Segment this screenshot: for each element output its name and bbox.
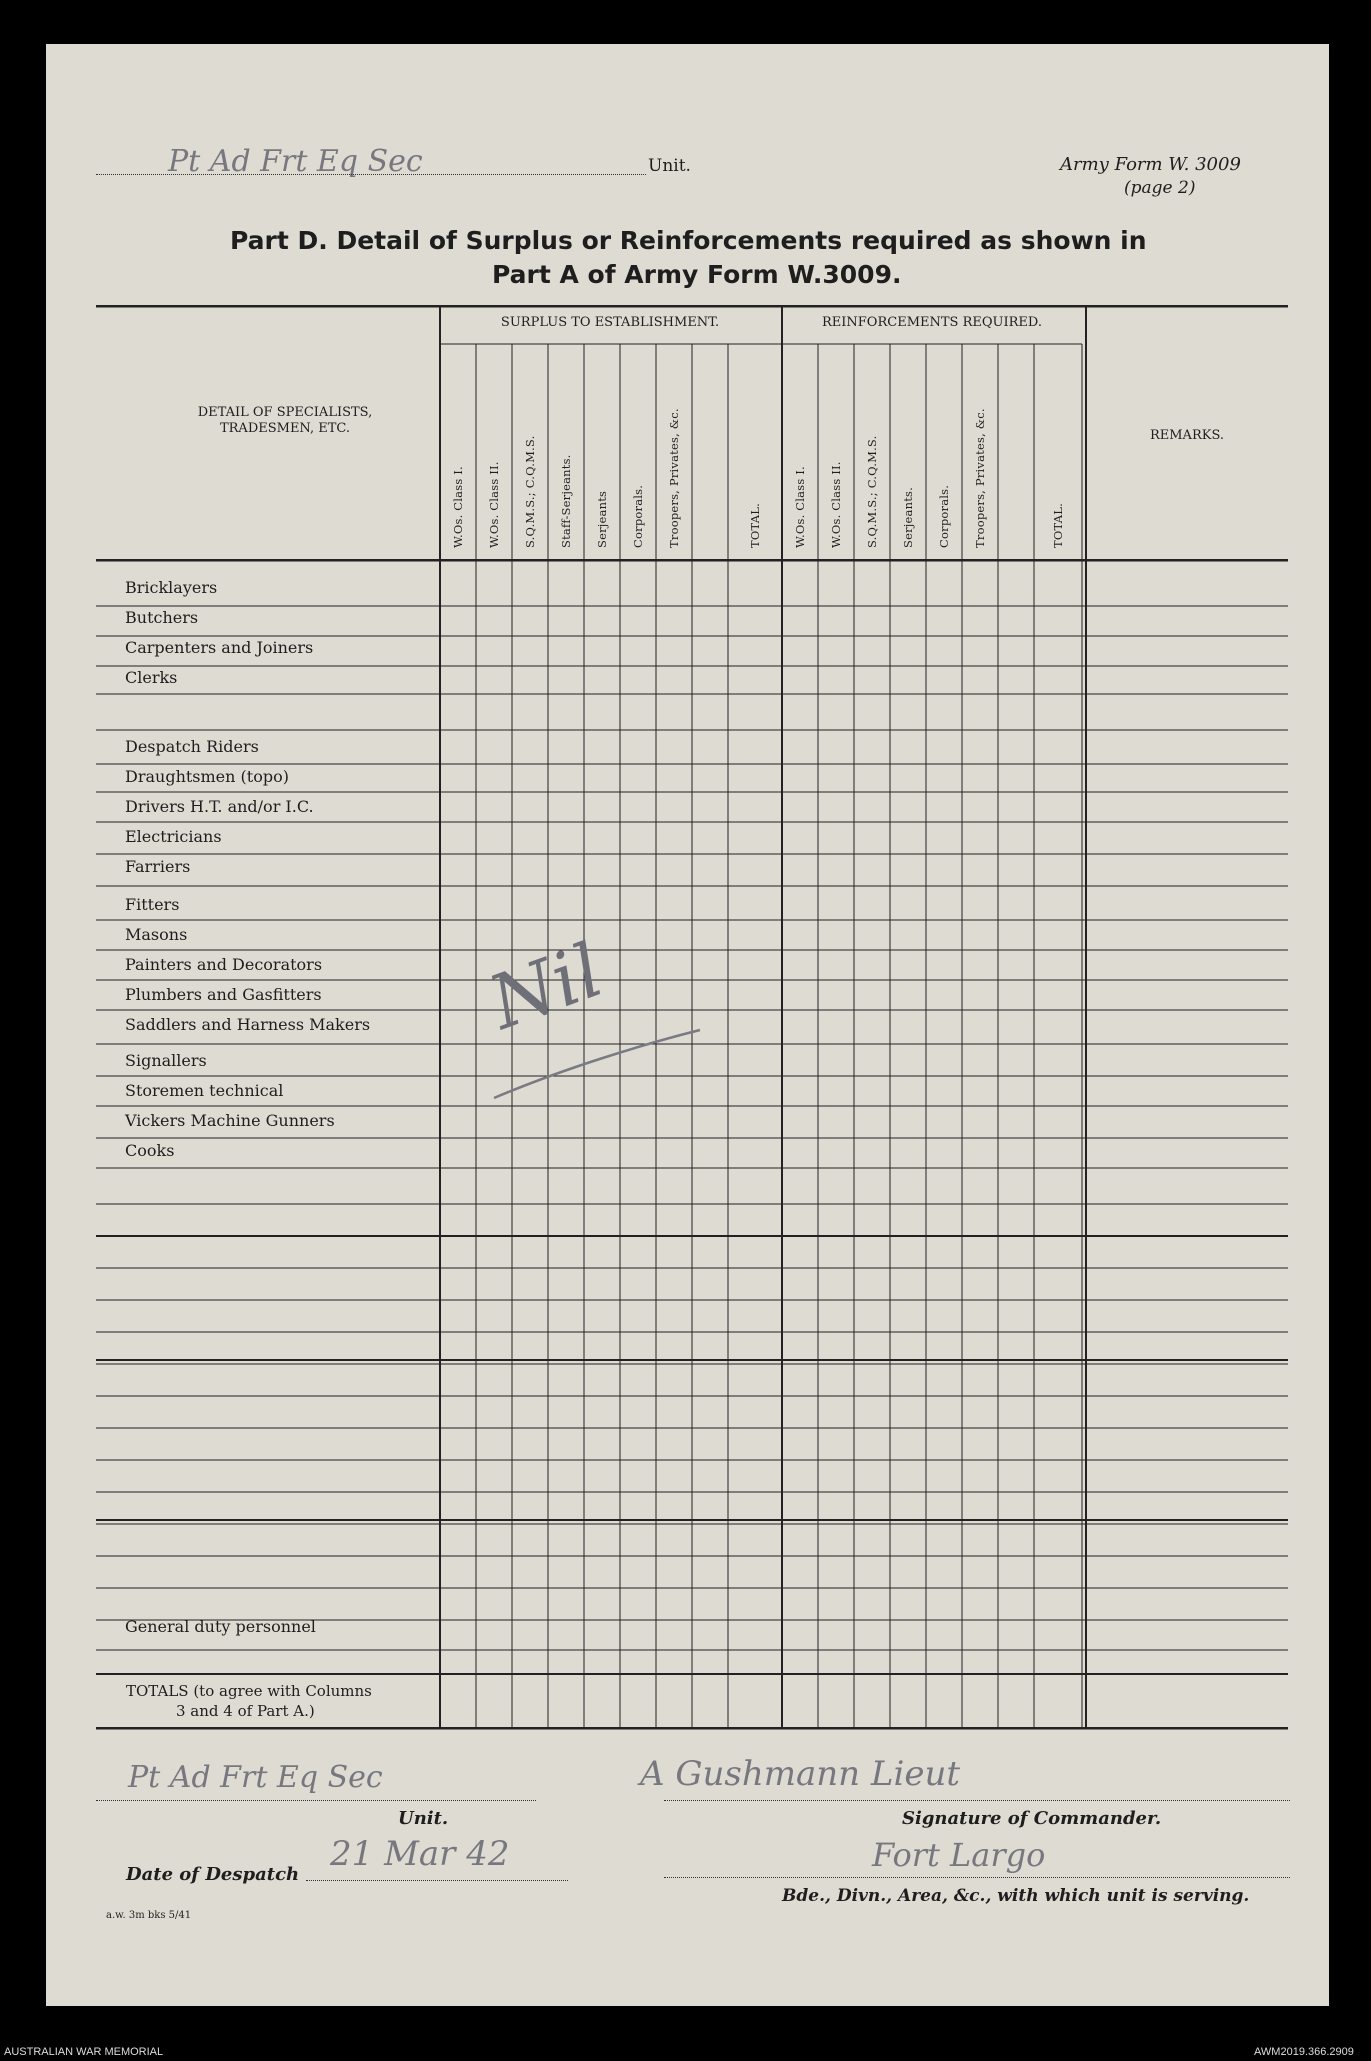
- surplus-column-label: S.Q.M.S.; C.Q.M.S.: [523, 435, 537, 548]
- area-line: [664, 1877, 1290, 1878]
- totals-label-line1: TOTALS (to agree with Columns: [126, 1682, 372, 1700]
- area-handwritten: Fort Largo: [872, 1836, 1046, 1874]
- signature-handwritten: A Gushmann Lieut: [640, 1754, 961, 1794]
- form-title-line2: Part A of Army Form W.3009.: [492, 260, 902, 289]
- caption-right: AWM2019.366.2909: [1254, 2046, 1354, 2058]
- surplus-column-label: Troopers, Privates, &c.: [667, 408, 681, 548]
- row-label: Drivers H.T. and/or I.C.: [125, 797, 314, 816]
- surplus-column-label: Staff-Serjeants.: [559, 454, 573, 548]
- reinforcement-column-label: W.Os. Class I.: [793, 466, 807, 548]
- nil-mark: Nil: [478, 927, 614, 1047]
- reinforcement-column-label: Troopers, Privates, &c.: [973, 408, 987, 548]
- totals-label-line2: 3 and 4 of Part A.): [176, 1702, 315, 1720]
- row-label: Painters and Decorators: [125, 955, 323, 974]
- reinforcement-column-label: Serjeants.: [901, 487, 915, 548]
- row-label: Plumbers and Gasfitters: [125, 985, 322, 1004]
- reinforcement-column-label: W.Os. Class II.: [829, 461, 843, 548]
- surplus-column-label: Corporals.: [631, 484, 645, 548]
- form-reference: Army Form W. 3009: [1060, 154, 1241, 175]
- signature-line: [664, 1800, 1290, 1801]
- footer-unit-label: Unit.: [398, 1808, 449, 1829]
- row-label: Draughtsmen (topo): [125, 767, 289, 786]
- date-handwritten: 21 Mar 42: [330, 1834, 510, 1874]
- footer-unit-handwritten: Pt Ad Frt Eq Sec: [128, 1760, 383, 1795]
- surplus-column-label: TOTAL.: [748, 503, 762, 548]
- form-title-line1: Part D. Detail of Surplus or Reinforcements required as shown in: [230, 226, 1147, 255]
- row-label: Electricians: [125, 827, 222, 846]
- reinforcements-header: REINFORCEMENTS REQUIRED.: [822, 315, 1042, 330]
- row-label: Carpenters and Joiners: [125, 638, 314, 657]
- surplus-column-label: W.Os. Class II.: [487, 461, 501, 548]
- remarks-header: REMARKS.: [1149, 428, 1225, 443]
- surplus-column-label: W.Os. Class I.: [451, 466, 465, 548]
- general-duty-label: General duty personnel: [125, 1617, 316, 1636]
- date-label: Date of Despatch: [126, 1864, 300, 1885]
- footer-unit-line: [96, 1800, 536, 1801]
- surplus-header: SURPLUS TO ESTABLISHMENT.: [500, 315, 720, 330]
- caption-left: AUSTRALIAN WAR MEMORIAL: [4, 2046, 164, 2058]
- area-label: Bde., Divn., Area, &c., with which unit is serving.: [782, 1886, 1250, 1906]
- reinforcement-column-label: TOTAL.: [1051, 503, 1065, 548]
- row-label: Butchers: [125, 608, 199, 627]
- row-label: Signallers: [125, 1051, 207, 1070]
- print-code: a.w. 3m bks 5/41: [106, 1910, 192, 1921]
- unit-label: Unit.: [648, 156, 691, 176]
- row-label: Clerks: [125, 668, 178, 687]
- reinforcement-column-label: S.Q.M.S.; C.Q.M.S.: [865, 435, 879, 548]
- detail-column-header: DETAIL OF SPECIALISTS, TRADESMEN, ETC.: [197, 405, 373, 436]
- row-label: Storemen technical: [125, 1081, 284, 1100]
- row-label: Vickers Machine Gunners: [125, 1111, 335, 1130]
- row-label: Saddlers and Harness Makers: [125, 1015, 371, 1034]
- signature-label: Signature of Commander.: [902, 1808, 1162, 1829]
- unit-handwritten: Pt Ad Frt Eq Sec: [168, 144, 423, 179]
- row-label: Bricklayers: [125, 578, 218, 597]
- row-label: Despatch Riders: [125, 737, 259, 756]
- date-line: [306, 1880, 568, 1881]
- row-label: Farriers: [125, 857, 191, 876]
- row-label: Fitters: [125, 895, 180, 914]
- reinforcement-column-label: Corporals.: [937, 484, 951, 548]
- page-reference: (page 2): [1124, 178, 1196, 198]
- row-label: Cooks: [125, 1141, 175, 1160]
- row-label: Masons: [125, 925, 188, 944]
- surplus-column-label: Serjeants: [595, 490, 609, 548]
